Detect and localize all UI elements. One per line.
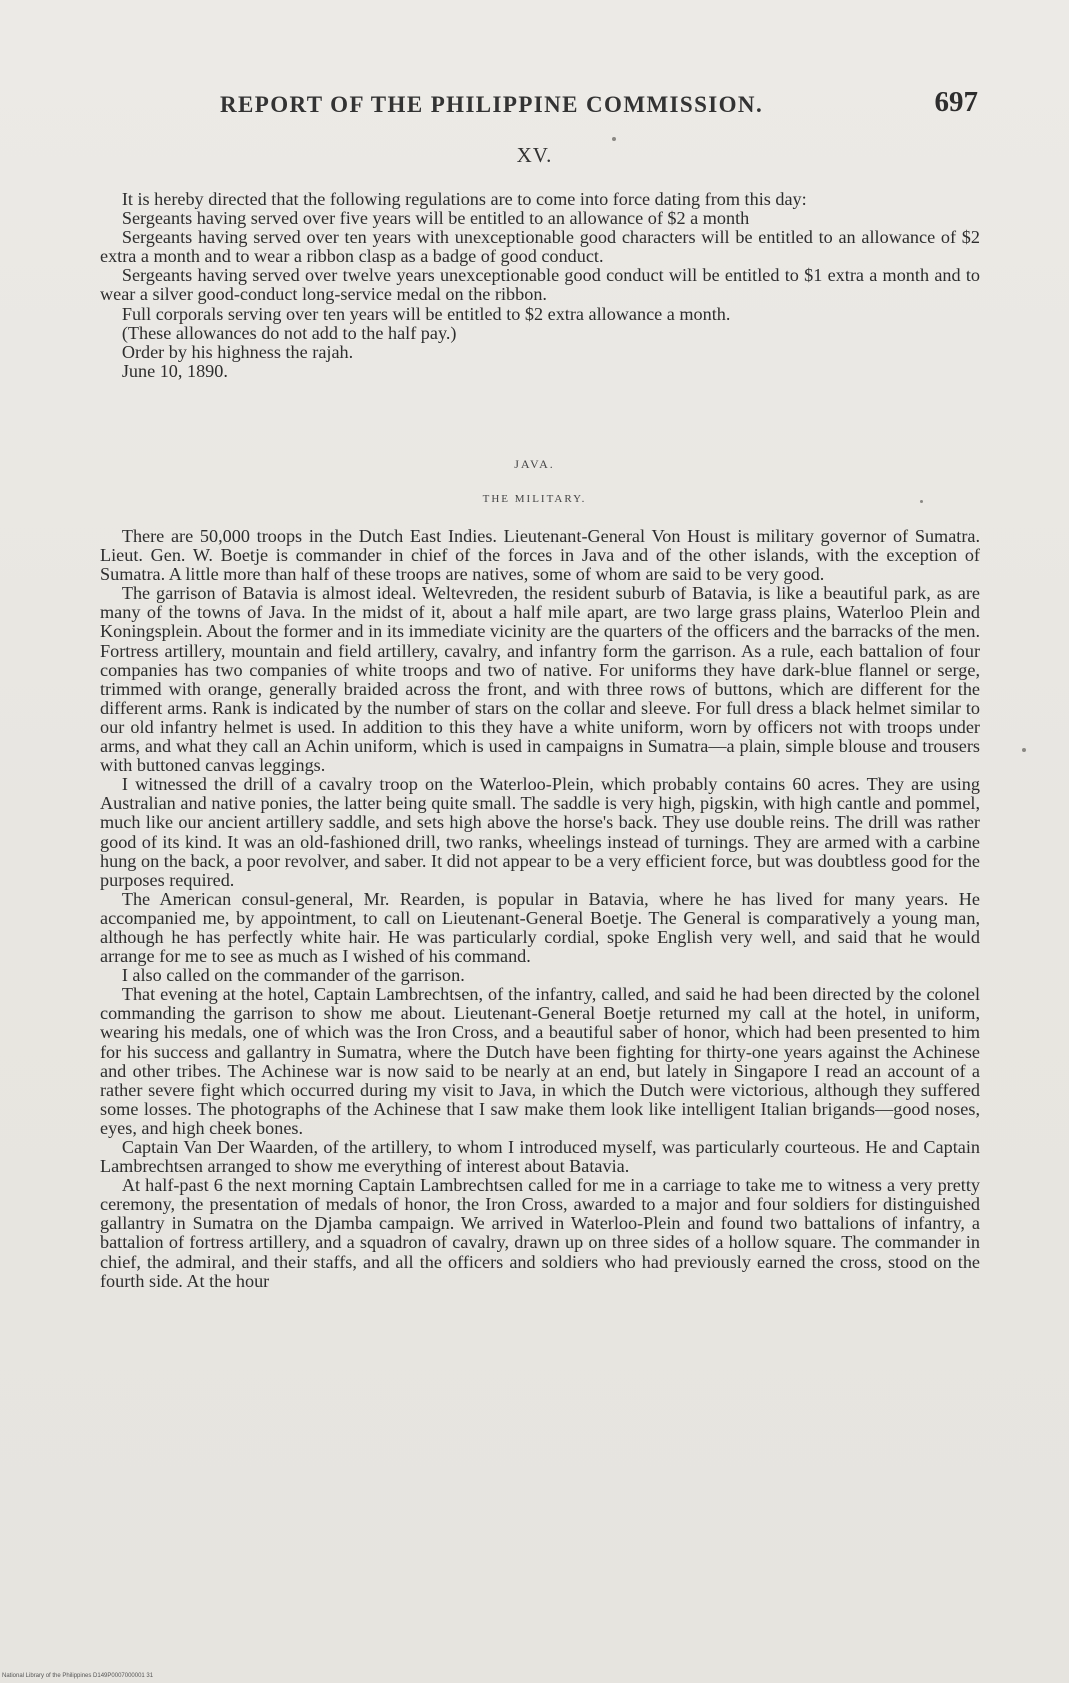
body-paragraph: I witnessed the drill of a cavalry troop on the Waterloo-Plein, which probably contains 60 acres. They are using Australian and native ponies, the latter being quite small. The saddle is very high, pigskin, with high cantle and pommel, much like our ancient artillery saddle, and sets high above the horse's back. They use double reins. The drill was rather good of its kind. It was an old-fashioned drill, two ranks, wheelings instead of turnings. They are armed with a carbine hung on the back, a poor revolver, and saber. It did not appear to be a very efficient force, but was doubtless good for the purposes required. xyxy=(100,774,980,890)
page-number: 697 xyxy=(934,86,978,118)
regulation-paragraph: Sergeants having served over five years will be entitled to an allowance of $2 a month xyxy=(121,208,750,229)
print-speck xyxy=(920,500,923,503)
section-numeral: XV. xyxy=(516,143,553,167)
body-paragraph: Captain Van Der Waarden, of the artillery, to whom I introduced myself, was particularly courteous. He and Captain Lambrechtsen arranged to show me everything of interest about Batavia. xyxy=(100,1137,980,1177)
regulation-paragraph: Sergeants having served over twelve years unexceptionable good conduct will be entitled to $1 extra a month and to wear a silver good-conduct long-service medal on the ribbon. xyxy=(100,265,980,305)
body-text-block xyxy=(100,527,980,1291)
regulations-block xyxy=(100,190,980,381)
regulation-date: June 10, 1890. xyxy=(121,360,228,381)
body-paragraph: That evening at the hotel, Captain Lambrechtsen, of the infantry, called, and said he had been directed by the colonel commanding the garrison to show me about. Lieutenant-General Boetje returned my call at the hotel, in uniform, wearing his medals, one of which was the Iron Cross, and a beautiful saber of honor, which had been presented to him for his success and gallantry in Sumatra, where the Dutch have been fighting for thirty-one years against the Achinese and other tribes. The Achinese war is now said to be nearly at an end, but lately in Singapore I read an account of a rather severe fight which occurred during my visit to Java, in which the Dutch were victorious, although they suffered some losses. The photographs of the Achinese that I saw make them look like intelligent Italian brigands—good noses, eyes, and high cheek bones. xyxy=(100,984,980,1138)
print-speck xyxy=(1022,748,1026,752)
regulation-paragraph: Sergeants having served over ten years with unexceptionable good characters will be entitled to an allowance of $2 extra a month and to wear a ribbon clasp as a badge of good conduct. xyxy=(100,227,980,267)
body-paragraph: I also called on the commander of the garrison. xyxy=(121,965,465,986)
regulation-paragraph: Full corporals serving over ten years will be entitled to $2 extra allowance a month. xyxy=(121,303,731,324)
body-paragraph: The American consul-general, Mr. Rearden, is popular in Batavia, where he has lived for many years. He accompanied me, by appointment, to call on Lieutenant-General Boetje. The General is comparatively a young man, although he has perfectly white hair. He was particularly cordial, spoke English very well, and said that he would arrange for me to see as much as I wished of his command. xyxy=(100,888,980,967)
regulation-paragraph: Order by his highness the rajah. xyxy=(121,341,354,362)
body-paragraph: There are 50,000 troops in the Dutch East Indies. Lieutenant-General Von Houst is military governor of Sumatra. Lieut. Gen. W. Boetje is commander in chief of the forces in Java and of the other islands, with the exception of Sumatra. A little more than half of these troops are natives, some of whom are said to be very good. xyxy=(100,526,980,585)
subheading-military: THE MILITARY. xyxy=(482,493,587,505)
regulation-paragraph: (These allowances do not add to the half pay.) xyxy=(121,322,457,343)
subheading-java: JAVA. xyxy=(514,457,555,471)
running-header xyxy=(220,86,978,126)
print-speck xyxy=(612,137,616,141)
source-footer-note: National Library of the Philippines D149P0007000001 31 xyxy=(2,1673,154,1679)
body-paragraph: At half-past 6 the next morning Captain Lambrechtsen called for me in a carriage to take me to witness a very pretty ceremony, the presentation of medals of honor, the Iron Cross, awarded to a major and four soldiers for distinguished gallantry in Sumatra on the Djamba campaign. We arrived in Waterloo-Plein and found two battalions of infantry, a battalion of fortress artillery, and a squadron of cavalry, drawn up on three sides of a hollow square. The commander in chief, the admiral, and their staffs, and all the officers and soldiers who had previously earned the cross, stood on the fourth side. At the hour xyxy=(100,1175,980,1291)
regulation-paragraph: It is hereby directed that the following regulations are to come into force dating from this day: xyxy=(121,189,807,209)
running-title: REPORT OF THE PHILIPPINE COMMISSION. xyxy=(220,92,764,117)
body-paragraph: The garrison of Batavia is almost ideal. Weltevreden, the resident suburb of Batavia, is like a beautiful park, as are many of the towns of Java. In the midst of it, about a half mile apart, are two large grass plains, Waterloo Plein and Koningsplein. About the former and in its immediate vicinity are the quarters of the officers and the barracks of the men. Fortress artillery, mountain and field artillery, cavalry, and infantry form the garrison. As a rule, each battalion of four companies has two companies of white troops and two of native. For uniforms they have dark-blue flannel or serge, trimmed with orange, generally braided across the front, and with three rows of buttons, which are different for the different arms. Rank is indicated by the number of stars on the collar and sleeve. For full dress a black helmet similar to our old infantry helmet is used. In addition to this they have a white uniform, worn by officers not with troops under arms, and what they call an Achin uniform, which is used in campaigns in Sumatra—a plain, simple blouse and trousers with buttoned canvas leggings. xyxy=(100,583,980,776)
